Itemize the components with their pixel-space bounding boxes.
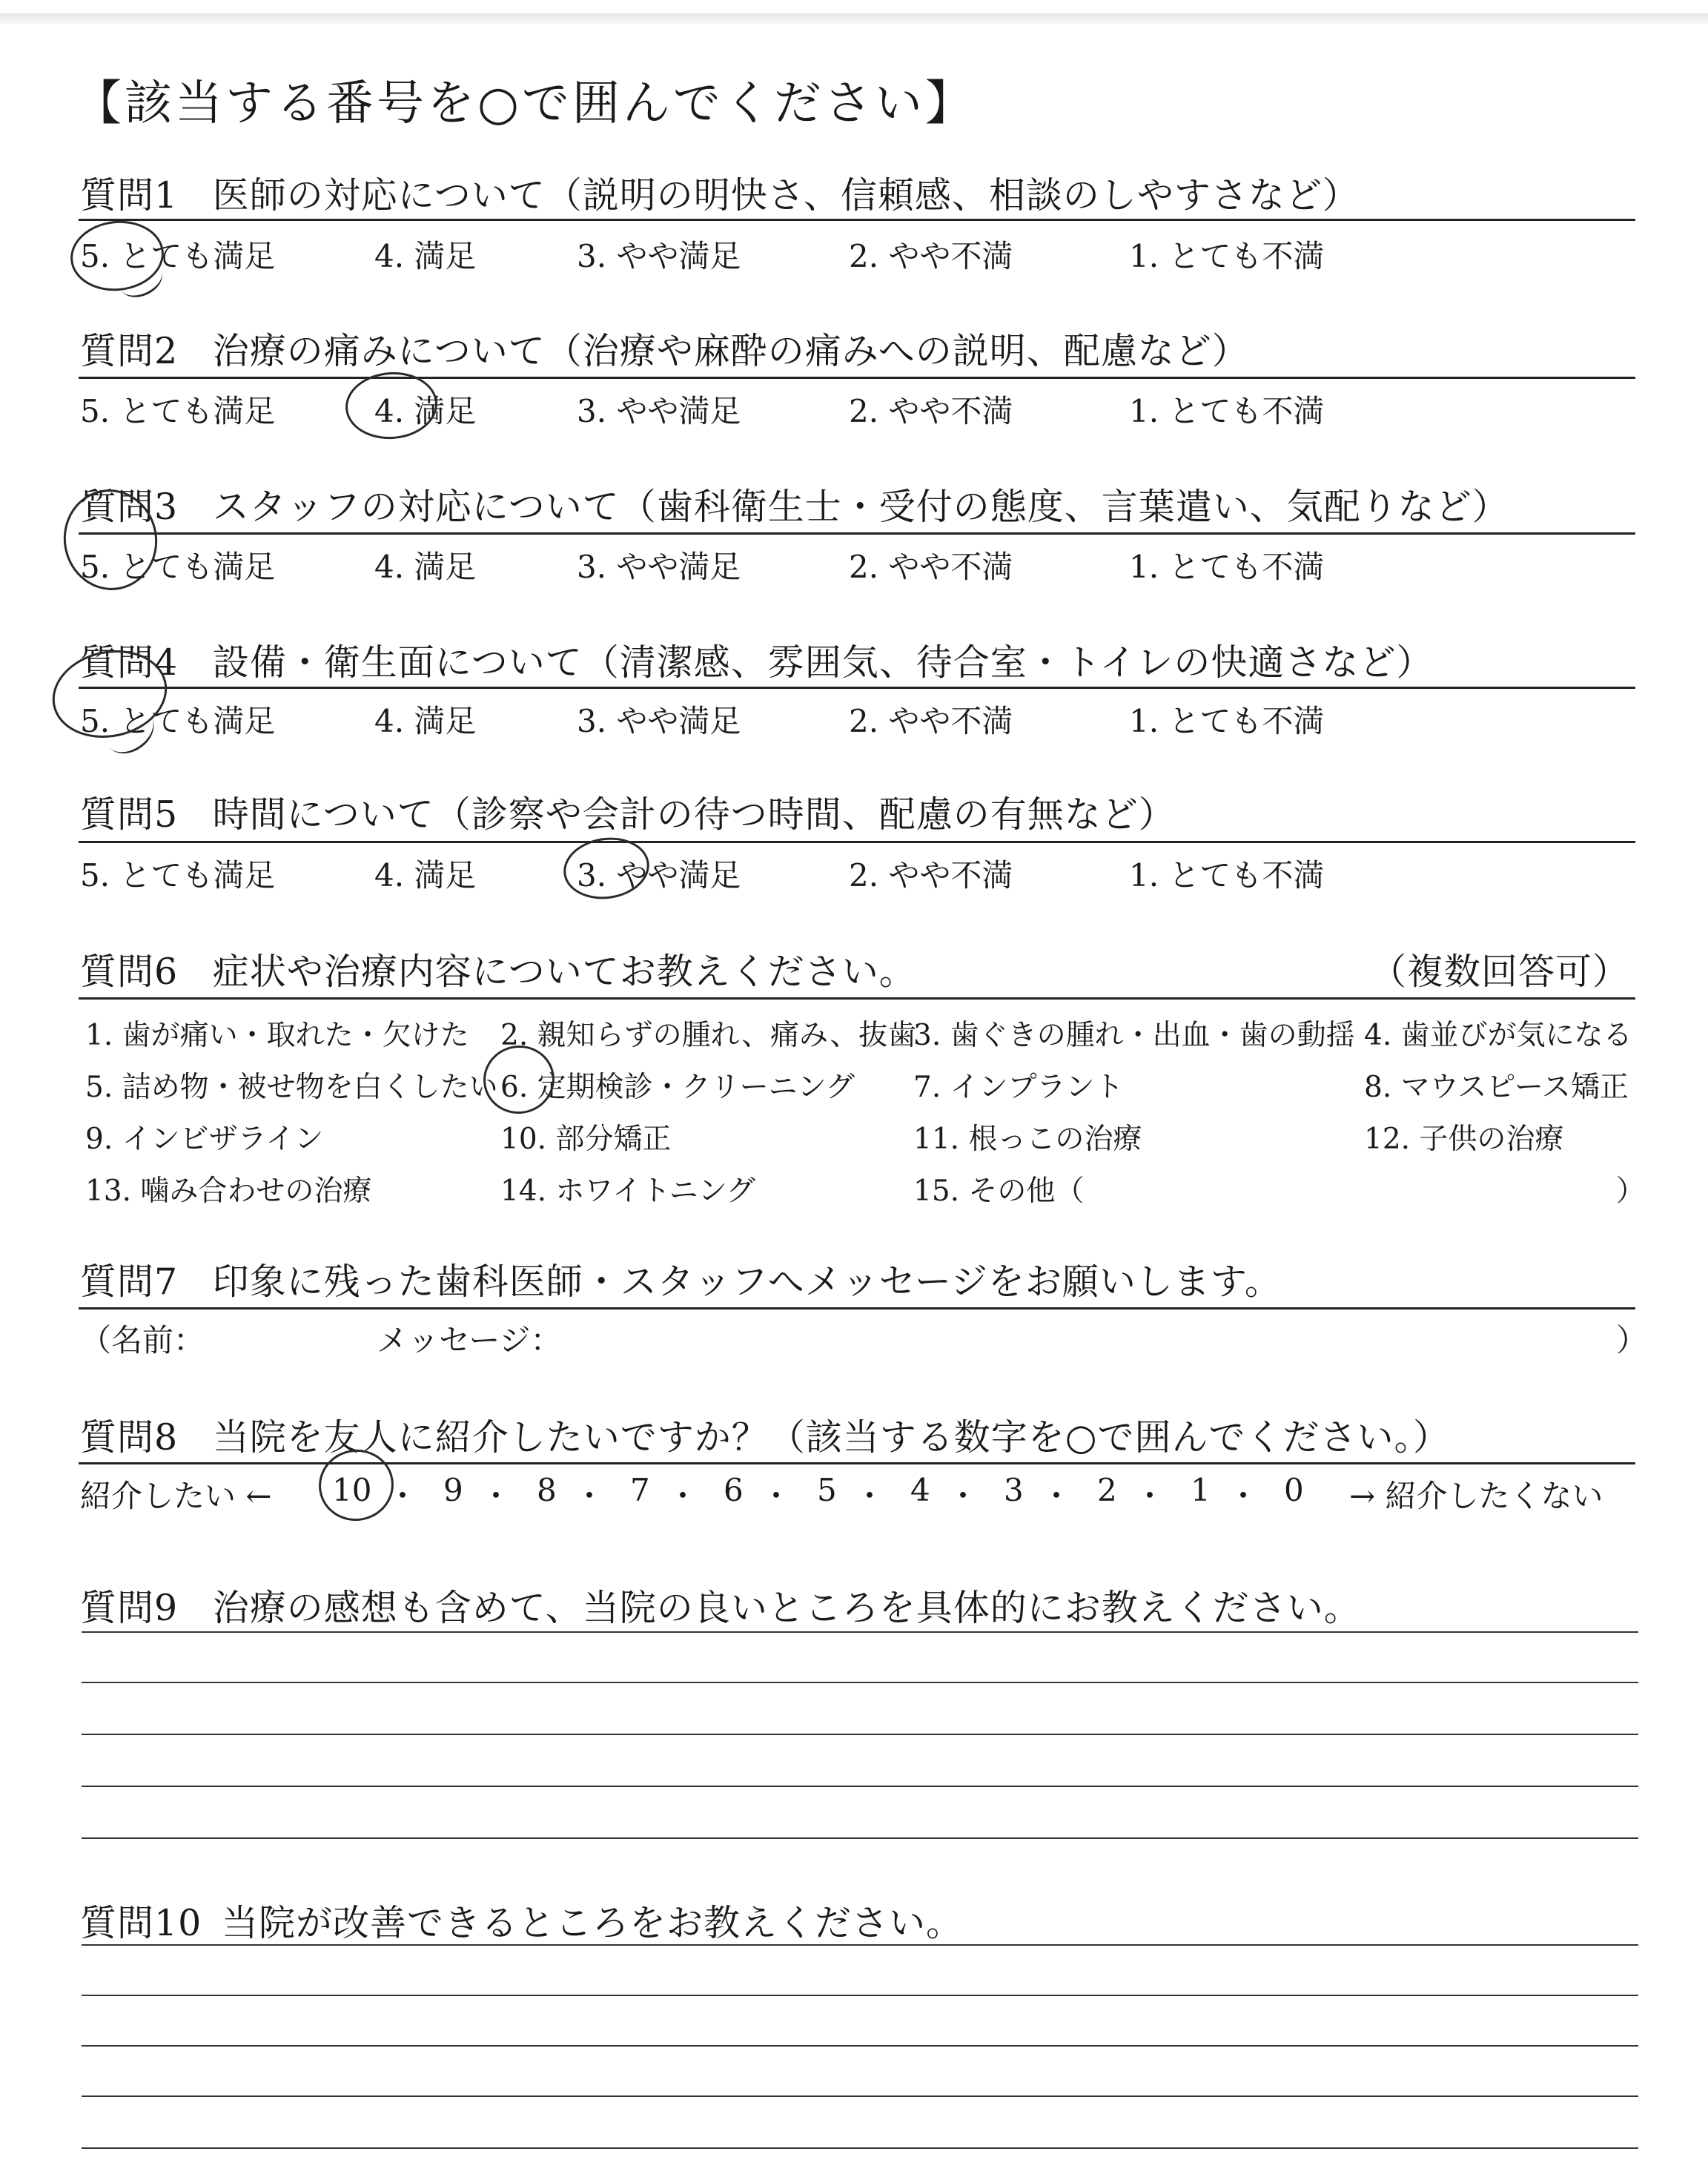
question-text: スタッフの対応について（歯科衛生士・受付の態度、言葉遣い、気配りなど） bbox=[212, 486, 1509, 528]
scale-dot: ・ bbox=[854, 1478, 886, 1514]
scale-dot: ・ bbox=[1228, 1478, 1260, 1514]
q6-option-1[interactable]: 1. 歯が痛い・取れた・欠けた bbox=[85, 1019, 469, 1052]
q1-option-3[interactable]: 3. やや満足 bbox=[577, 238, 741, 274]
answer-line[interactable] bbox=[82, 1837, 1638, 1839]
q1-option-5[interactable]: 5. とても満足 bbox=[80, 238, 276, 274]
divider bbox=[79, 1307, 1635, 1309]
question-3 bbox=[80, 478, 1509, 530]
scale-dot: ・ bbox=[480, 1478, 512, 1514]
scale-dot: ・ bbox=[1041, 1478, 1073, 1514]
question-10 bbox=[80, 1895, 963, 1946]
answer-line[interactable] bbox=[82, 1995, 1638, 1996]
question-text: 医師の対応について（説明の明快さ、信頼感、相談のしやすさなど） bbox=[212, 174, 1360, 217]
q2-option-1[interactable]: 1. とても不満 bbox=[1129, 393, 1325, 429]
q3-option-4[interactable]: 4. 満足 bbox=[374, 549, 477, 585]
divider bbox=[79, 997, 1635, 1000]
scale-5[interactable]: 5 bbox=[817, 1472, 837, 1508]
scale-9[interactable]: 9 bbox=[443, 1472, 463, 1508]
q4-option-4[interactable]: 4. 満足 bbox=[374, 703, 477, 739]
question-label: 質問9 bbox=[80, 1587, 179, 1629]
question-text: 治療の痛みについて（治療や麻酔の痛みへの説明、配慮など） bbox=[212, 330, 1249, 372]
q3-option-2[interactable]: 2. やや不満 bbox=[849, 549, 1013, 585]
answer-line[interactable] bbox=[82, 1631, 1638, 1633]
q6-option-4[interactable]: 4. 歯並びが気になる bbox=[1364, 1019, 1632, 1052]
q6-option-10[interactable]: 10. 部分矯正 bbox=[500, 1123, 672, 1156]
q6-option-3[interactable]: 3. 歯ぐきの腫れ・出血・歯の動揺 bbox=[913, 1019, 1355, 1052]
question-label: 質問1 bbox=[80, 174, 179, 217]
question-5 bbox=[80, 786, 1176, 838]
q4-option-5[interactable]: 5. とても満足 bbox=[80, 703, 276, 739]
scale-1[interactable]: 1 bbox=[1191, 1472, 1211, 1508]
question-label: 質問6 bbox=[80, 951, 179, 993]
name-label: （名前： bbox=[80, 1322, 205, 1358]
question-label: 質問5 bbox=[80, 793, 179, 836]
q6-option-12[interactable]: 12. 子供の治療 bbox=[1364, 1123, 1564, 1156]
question-label: 質問8 bbox=[80, 1416, 179, 1459]
q5-option-4[interactable]: 4. 満足 bbox=[374, 857, 477, 894]
divider bbox=[79, 687, 1635, 689]
recommend-left-label: 紹介したい ← bbox=[80, 1478, 272, 1514]
q4-option-2[interactable]: 2. やや不満 bbox=[849, 703, 1013, 739]
q1-option-4[interactable]: 4. 満足 bbox=[374, 238, 477, 274]
scale-10[interactable]: 10 bbox=[332, 1472, 372, 1508]
question-1 bbox=[80, 167, 1360, 219]
q5-option-1[interactable]: 1. とても不満 bbox=[1129, 857, 1325, 894]
scale-8[interactable]: 8 bbox=[537, 1472, 557, 1508]
question-9 bbox=[80, 1579, 1361, 1631]
q3-option-3[interactable]: 3. やや満足 bbox=[577, 549, 741, 585]
scale-4[interactable]: 4 bbox=[910, 1472, 930, 1508]
question-8 bbox=[80, 1409, 1450, 1461]
q5-option-3[interactable]: 3. やや満足 bbox=[577, 857, 741, 894]
scale-7[interactable]: 7 bbox=[630, 1472, 650, 1508]
q6-option-11[interactable]: 11. 根っこの治療 bbox=[913, 1123, 1142, 1156]
divider bbox=[79, 1462, 1635, 1464]
question-label: 質問7 bbox=[80, 1261, 179, 1303]
question-text: 症状や治療内容についてお教えください。 bbox=[212, 951, 916, 993]
q3-option-5[interactable]: 5. とても満足 bbox=[80, 549, 276, 585]
answer-line[interactable] bbox=[82, 2045, 1638, 2047]
q1-option-2[interactable]: 2. やや不満 bbox=[849, 238, 1013, 274]
answer-line[interactable] bbox=[82, 2147, 1638, 2149]
q4-option-1[interactable]: 1. とても不満 bbox=[1129, 703, 1325, 739]
scale-dot: ・ bbox=[667, 1478, 699, 1514]
question-text: 当院を友人に紹介したいですか？（該当する数字を○で囲んでください。） bbox=[212, 1416, 1451, 1459]
question-text: 時間について（診察や会計の待つ時間、配慮の有無など） bbox=[212, 793, 1176, 836]
answer-line[interactable] bbox=[82, 1734, 1638, 1735]
question-text: 印象に残った歯科医師・スタッフへメッセージをお願いします。 bbox=[212, 1261, 1282, 1303]
q6-option-6[interactable]: 6. 定期検診・クリーニング bbox=[500, 1071, 855, 1104]
answer-line[interactable] bbox=[82, 1682, 1638, 1683]
question-label: 質問2 bbox=[80, 330, 179, 372]
scale-dot: ・ bbox=[761, 1478, 792, 1514]
q6-option-7[interactable]: 7. インプラント bbox=[913, 1071, 1124, 1104]
scale-dot: ・ bbox=[947, 1478, 979, 1514]
question-text: 設備・衛生面について（清潔感、雰囲気、待合室・トイレの快適さなど） bbox=[212, 641, 1434, 684]
answer-line[interactable] bbox=[82, 1944, 1638, 1946]
scale-dot: ・ bbox=[387, 1478, 419, 1514]
scan-edge bbox=[0, 13, 1708, 24]
scale-dot: ・ bbox=[1134, 1478, 1166, 1514]
scale-6[interactable]: 6 bbox=[724, 1472, 744, 1508]
q1-option-1[interactable]: 1. とても不満 bbox=[1129, 238, 1325, 274]
q2-option-4[interactable]: 4. 満足 bbox=[374, 393, 477, 429]
question-7 bbox=[80, 1253, 1282, 1305]
q6-option-5[interactable]: 5. 詰め物・被せ物を白くしたい bbox=[85, 1071, 498, 1104]
question-label: 質問3 bbox=[80, 486, 179, 528]
divider bbox=[79, 219, 1635, 221]
q6-option-9[interactable]: 9. インビザライン bbox=[85, 1123, 324, 1156]
q6-other-close: ） bbox=[1616, 1175, 1646, 1208]
answer-line[interactable] bbox=[82, 2095, 1638, 2097]
divider bbox=[79, 841, 1635, 843]
question-label: 質問10 bbox=[80, 1902, 202, 1944]
message-close: ） bbox=[1616, 1322, 1648, 1358]
recommend-right-label: → 紹介したくない bbox=[1349, 1478, 1603, 1514]
question-text: 当院が改善できるところをお教えください。 bbox=[221, 1902, 963, 1944]
q6-option-8[interactable]: 8. マウスピース矯正 bbox=[1364, 1071, 1629, 1104]
scale-0[interactable]: 0 bbox=[1284, 1472, 1304, 1508]
q2-option-2[interactable]: 2. やや不満 bbox=[849, 393, 1013, 429]
q2-option-5[interactable]: 5. とても満足 bbox=[80, 393, 276, 429]
scale-3[interactable]: 3 bbox=[1004, 1472, 1024, 1508]
q6-option-13[interactable]: 13. 噛み合わせの治療 bbox=[85, 1175, 372, 1208]
multiple-answer-note: （複数回答可） bbox=[1370, 951, 1630, 993]
question-2 bbox=[80, 323, 1249, 374]
q2-option-3[interactable]: 3. やや満足 bbox=[577, 393, 741, 429]
question-4 bbox=[80, 634, 1433, 686]
q4-option-3[interactable]: 3. やや満足 bbox=[577, 703, 741, 739]
q3-option-1[interactable]: 1. とても不満 bbox=[1129, 549, 1325, 585]
divider bbox=[79, 377, 1635, 379]
question-text: 治療の感想も含めて、当院の良いところを具体的にお教えください。 bbox=[212, 1587, 1361, 1629]
q6-option-2[interactable]: 2. 親知らずの腫れ、痛み、抜歯 bbox=[500, 1019, 917, 1052]
message-label: メッセージ： bbox=[377, 1322, 562, 1358]
scale-2[interactable]: 2 bbox=[1097, 1472, 1117, 1508]
q6-option-15[interactable]: 15. その他（ bbox=[913, 1175, 1085, 1208]
answer-line[interactable] bbox=[82, 1786, 1638, 1787]
q5-option-2[interactable]: 2. やや不満 bbox=[849, 857, 1013, 894]
page-title: 【該当する番号を○で囲んでください】 bbox=[74, 76, 976, 131]
divider bbox=[79, 532, 1635, 535]
q6-option-14[interactable]: 14. ホワイトニング bbox=[500, 1175, 755, 1208]
q5-option-5[interactable]: 5. とても満足 bbox=[80, 857, 276, 894]
scale-dot: ・ bbox=[574, 1478, 606, 1514]
question-label: 質問4 bbox=[80, 641, 179, 684]
question-6 bbox=[80, 943, 916, 995]
